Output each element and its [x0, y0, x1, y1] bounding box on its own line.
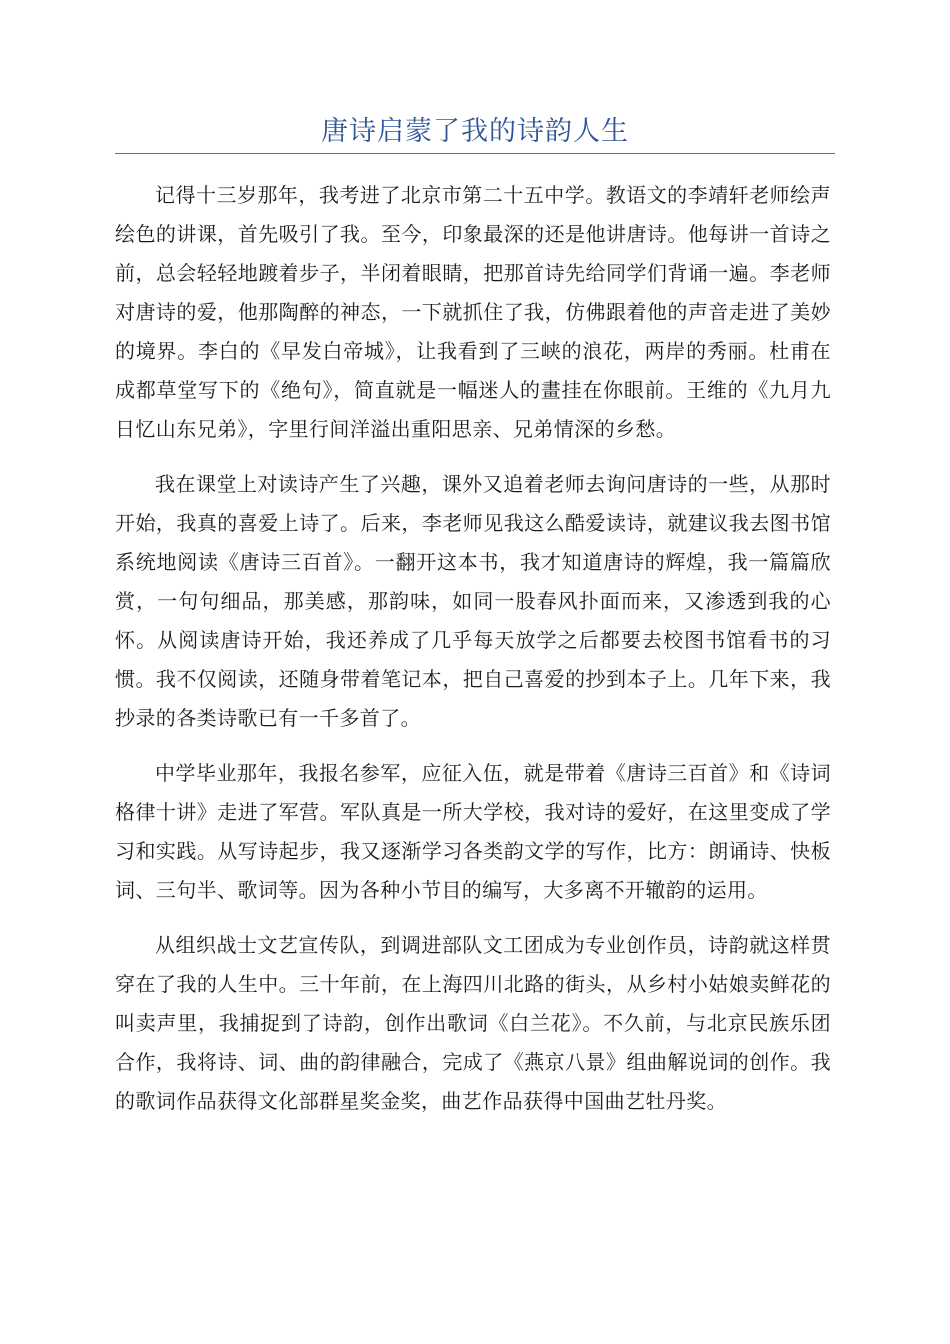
paragraph-3: 中学毕业那年，我报名参军，应征入伍，就是带着《唐诗三百首》和《诗词格律十讲》走进了军营。军队真是一所大学校，我对诗的爱好，在这里变成了学习和实践。从写诗起步，我又逐渐学习各类韵文学的写作，比方：朗诵诗、快板词、三句半、歌词等。因为各种小节目的编写，大多离不开辙韵的运用。	[115, 761, 831, 902]
paragraph-4: 从组织战士文艺宣传队，到调进部队文工团成为专业创作员，诗韵就这样贯穿在了我的人生中。三十年前，在上海四川北路的街头，从乡村小姑娘卖鲜花的叫卖声里，我捕捉到了诗韵，创作出歌词《白兰花》。不久前，与北京民族乐团合作，我将诗、词、曲的韵律融合，完成了《燕京八景》组曲解说词的创作。我的歌词作品获得文化部群星奖金奖，曲艺作品获得中国曲艺牡丹奖。	[115, 933, 831, 1113]
title-underline	[115, 153, 835, 154]
paragraph-2: 我在课堂上对读诗产生了兴趣，课外又追着老师去询问唐诗的一些，从那时开始，我真的喜爱上诗了。后来，李老师见我这么酷爱读诗，就建议我去图书馆系统地阅读《唐诗三百首》。一翻开这本书，我才知道唐诗的辉煌，我一篇篇欣赏，一句句细品，那美感，那韵味，如同一股春风扑面而来，又渗透到我的心怀。从阅读唐诗开始，我还养成了几乎每天放学之后都要去校图书馆看书的习惯。我不仅阅读，还随身带着笔记本，把自己喜爱的抄到本子上。几年下来，我抄录的各类诗歌已有一千多首了。	[115, 472, 831, 730]
article-body	[115, 176, 831, 1137]
page-title: 唐诗启蒙了我的诗韵人生	[321, 116, 629, 147]
paragraph-1: 记得十三岁那年，我考进了北京市第二十五中学。教语文的李靖轩老师绘声绘色的讲课，首先吸引了我。至今，印象最深的还是他讲唐诗。他每讲一首诗之前，总会轻轻地踱着步子，半闭着眼睛，把那首诗先给同学们背诵一遍。李老师对唐诗的爱，他那陶醉的神态，一下就抓住了我，仿佛跟着他的声音走进了美妙的境界。李白的《早发白帝城》，让我看到了三峡的浪花，两岸的秀丽。杜甫在成都草堂写下的《绝句》，简直就是一幅迷人的畫挂在你眼前。王维的《九月九日忆山东兄弟》，字里行间洋溢出重阳思亲、兄弟情深的乡愁。	[115, 183, 831, 441]
